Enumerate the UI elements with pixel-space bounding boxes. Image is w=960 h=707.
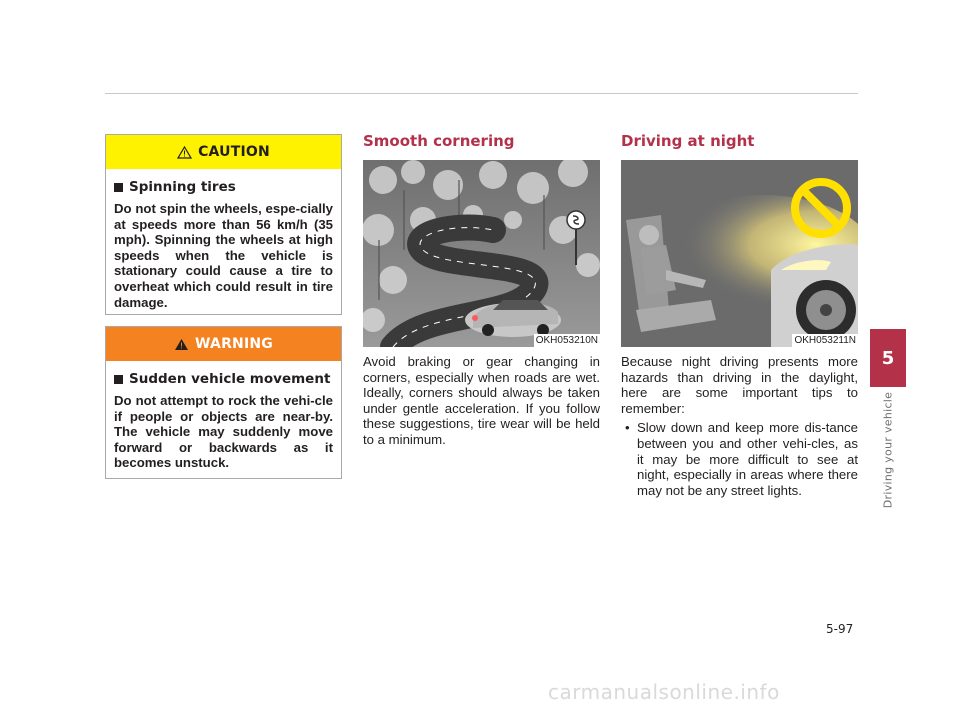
warning-box	[105, 326, 342, 479]
figure-code: OKH053211N	[794, 335, 856, 346]
smooth-cornering-heading: Smooth cornering	[363, 132, 515, 150]
warning-text: Do not attempt to rock the vehi-cle if people or objects are near-by. The vehicle may suddenly move forward or backwards as it becomes unstuck.	[114, 393, 333, 471]
bullet-text: Slow down and keep more dis-tance between you and other vehi-cles, as it may be more difficult to see at night, especially in areas where there may not be any street lights.	[637, 420, 858, 498]
caution-subtitle-text: Spinning tires	[129, 179, 236, 195]
warning-title: WARNING	[195, 336, 273, 352]
bullet-dot: •	[625, 420, 630, 436]
section-tab-label	[878, 390, 898, 510]
caution-subtitle	[114, 179, 333, 195]
figure-code: OKH053210N	[535, 335, 598, 346]
caution-box	[105, 134, 342, 315]
warning-triangle-icon	[177, 146, 192, 159]
warning-header	[106, 327, 341, 361]
smooth-cornering-section	[363, 130, 600, 448]
top-rule	[105, 93, 858, 94]
driving-at-night-heading: Driving at night	[621, 132, 755, 150]
driving-at-night-intro: Because night driving presents more hazards than driving in the daylight, here are some important tips to remember:	[621, 354, 858, 416]
warning-triangle-icon	[174, 338, 189, 351]
square-bullet-icon	[114, 375, 123, 384]
page-number: 5-97	[826, 622, 854, 636]
driving-at-night-section	[621, 130, 858, 498]
section-tab-number: 5	[870, 329, 906, 387]
warning-subtitle	[114, 371, 333, 387]
cornering-illustration	[363, 160, 600, 347]
caution-title: CAUTION	[198, 144, 270, 160]
caution-text: Do not spin the wheels, espe-cially at speeds more than 56 km/h (35 mph). Spinning the wheels at high speeds when the vehicle is stationary could cause a tire to overheat which could result in tire damage.	[114, 201, 333, 310]
section-tab-label-text: Driving your vehicle	[881, 391, 895, 509]
watermark: carmanualsonline.info	[548, 680, 780, 704]
list-item	[621, 420, 858, 498]
smooth-cornering-text: Avoid braking or gear changing in corners, especially when roads are wet. Ideally, corners should always be taken under gentle acceleration. If you follow these suggestions, tire wear will be held to a minimum.	[363, 354, 600, 447]
warning-subtitle-text: Sudden vehicle movement	[129, 371, 331, 387]
square-bullet-icon	[114, 183, 123, 192]
night-driving-illustration	[621, 160, 858, 347]
caution-header	[106, 135, 341, 169]
